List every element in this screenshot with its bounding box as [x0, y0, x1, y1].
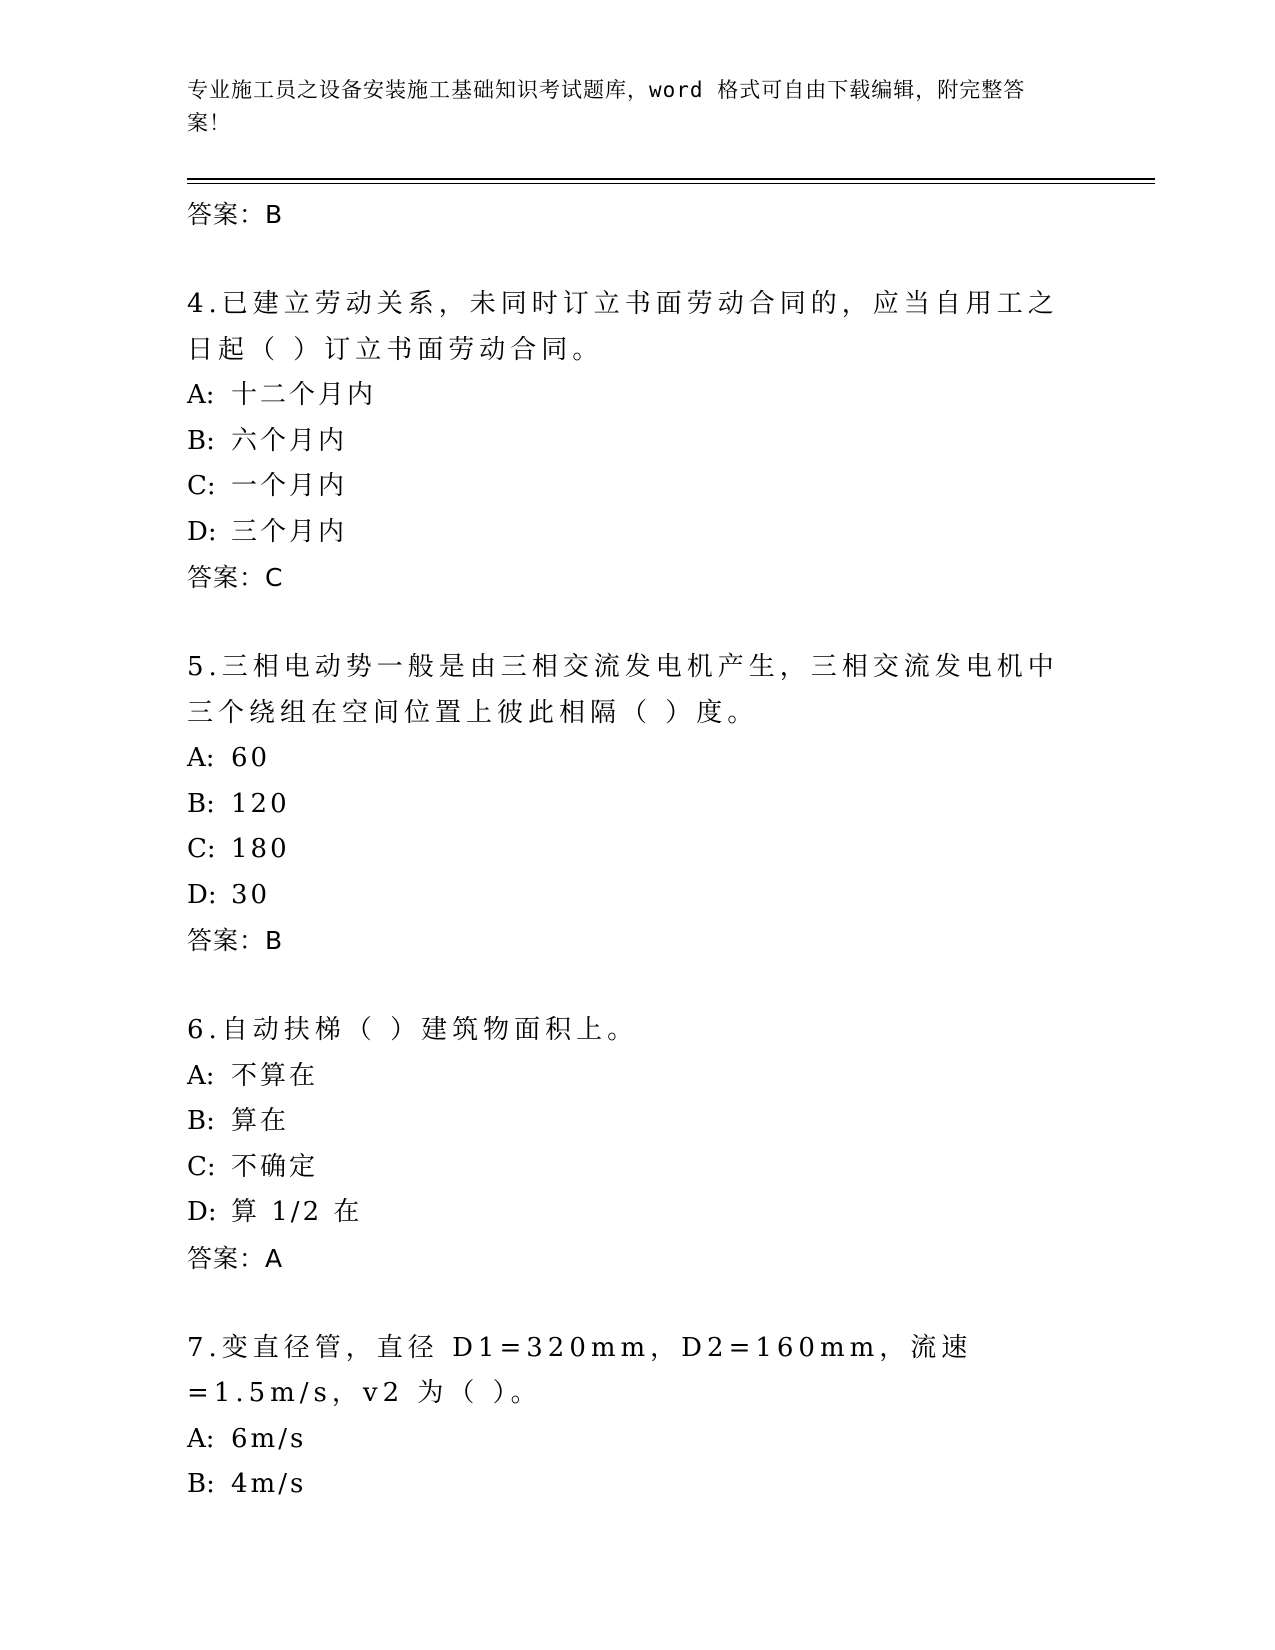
option-letter: D: — [187, 516, 217, 547]
question-stem: 5.三相电动势一般是由三相交流发电机产生，三相交流发电机中三个绕组在空间位置上彼此相隔（ ）度。 — [187, 652, 1059, 728]
option-text: 不算在 — [231, 1060, 319, 1091]
option-text: 120 — [231, 788, 290, 819]
option-letter: B: — [187, 1469, 215, 1499]
answer-line: 答案：C — [187, 563, 284, 592]
option-text: 算在 — [231, 1106, 290, 1136]
question-6 — [187, 1008, 1087, 1282]
option-a — [187, 736, 1087, 782]
previous-answer: 答案：B — [187, 200, 284, 229]
option-a — [187, 1054, 1087, 1100]
option-text: 不确定 — [231, 1151, 319, 1182]
option-letter: A: — [187, 380, 215, 410]
question-4 — [187, 282, 1087, 601]
header-divider-thick — [187, 178, 1155, 180]
question-list — [187, 192, 1087, 1508]
option-a — [187, 1417, 1087, 1463]
option-d — [187, 873, 1087, 919]
option-letter: C: — [187, 1151, 216, 1182]
question-7 — [187, 1326, 1087, 1508]
option-letter: B: — [187, 1106, 215, 1136]
option-text: 十二个月内 — [231, 380, 377, 410]
option-letter: A: — [187, 1060, 215, 1091]
option-d — [187, 510, 1087, 556]
option-text: 六个月内 — [231, 425, 348, 456]
option-b — [187, 419, 1087, 465]
option-a — [187, 373, 1087, 419]
option-letter: D: — [187, 879, 217, 910]
option-c — [187, 1145, 1087, 1191]
option-text: 6m/s — [231, 1423, 307, 1454]
option-text: 算 1/2 在 — [231, 1197, 363, 1227]
option-text: 30 — [231, 879, 271, 910]
question-stem: 6.自动扶梯（ ）建筑物面积上。 — [187, 1015, 639, 1045]
option-c — [187, 464, 1087, 510]
option-letter: A: — [187, 743, 215, 773]
option-text: 三个月内 — [231, 516, 348, 547]
answer-line: 答案：B — [187, 926, 284, 955]
option-text: 180 — [231, 834, 290, 864]
option-b — [187, 1462, 1087, 1508]
option-d — [187, 1190, 1087, 1236]
question-stem: 7.变直径管，直径 D1=320mm，D2=160mm，流速=1.5m/s，v2 为（ ）。 — [187, 1332, 973, 1408]
option-letter: C: — [187, 471, 216, 501]
header-divider-thin — [187, 183, 1155, 184]
option-letter: B: — [187, 425, 215, 456]
option-b — [187, 782, 1087, 828]
option-c — [187, 827, 1087, 873]
option-text: 4m/s — [231, 1469, 307, 1499]
answer-line: 答案：A — [187, 1243, 284, 1273]
option-letter: D: — [187, 1197, 217, 1227]
document-header: 专业施工员之设备安装施工基础知识考试题库，word 格式可自由下载编辑，附完整答案！ — [187, 78, 1026, 135]
option-letter: A: — [187, 1423, 215, 1454]
option-text: 60 — [231, 743, 271, 773]
option-b — [187, 1099, 1087, 1145]
option-letter: B: — [187, 788, 215, 819]
question-5 — [187, 645, 1087, 964]
option-text: 一个月内 — [231, 471, 348, 501]
option-letter: C: — [187, 834, 216, 864]
question-stem: 4.已建立劳动关系，未同时订立书面劳动合同的，应当自用工之日起（ ）订立书面劳动合同。 — [187, 289, 1059, 365]
